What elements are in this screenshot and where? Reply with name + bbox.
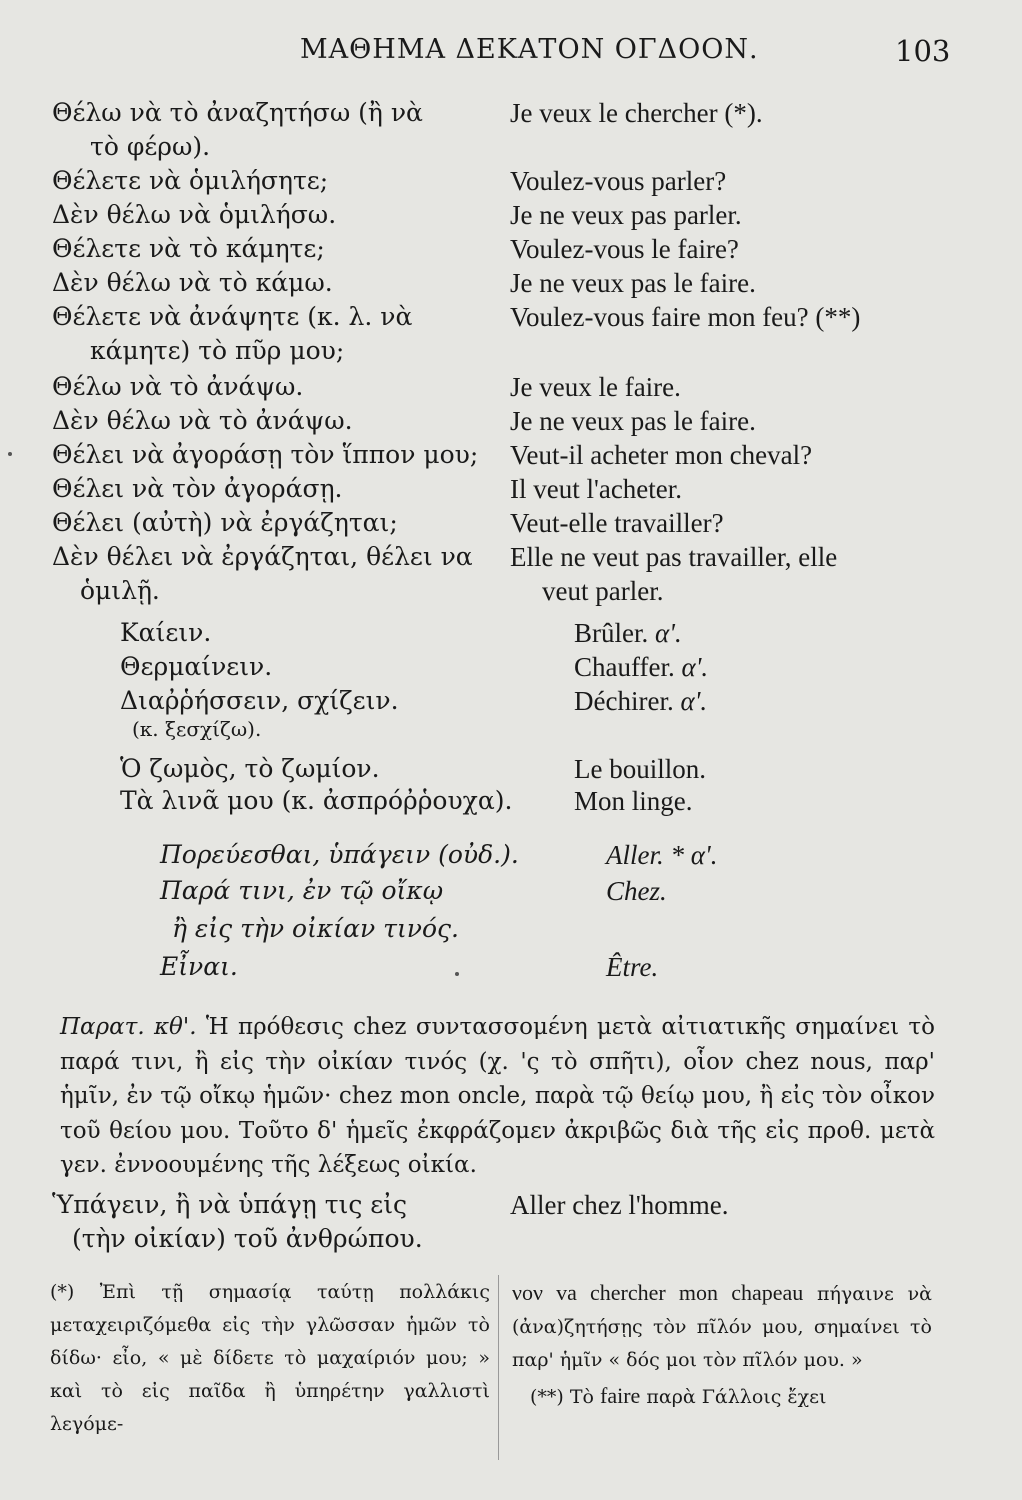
note-label: Παρατ. κθ'. — [60, 1014, 197, 1040]
vocab-french-italic: Être. — [606, 952, 659, 982]
example-greek: Ὑπάγειν, ἢ νὰ ὑπάγῃ τις εἰς (τὴν οἰκίαν) τοῦ ἀνθρώπου. — [52, 1190, 423, 1253]
vocab-greek-italic: Εἶναι. — [160, 952, 238, 981]
french-sentence: Voulez-vous parler? — [510, 166, 727, 196]
greek-sentence: Θέλετε νὰ ὁμιλήσητε; — [52, 166, 329, 195]
greek-sentence: Θέλω νὰ τὸ ἀνάψω. — [52, 372, 304, 401]
vocab-greek: Τὰ λινᾶ μου (κ. ἀσπρόῤῥουχα). — [120, 786, 513, 815]
vocab-greek-italic: Παρά τινι, ἐν τῷ οἴκῳ — [160, 876, 444, 905]
french-sentence: Voulez-vous le faire? — [510, 234, 739, 264]
greek-sentence: Θέλω νὰ τὸ ἀναζητήσω (ἢ νὰ τὸ φέρω). — [52, 98, 423, 161]
vocab-french: Brûler. α'. — [574, 618, 682, 648]
french-sentence: Il veut l'acheter. — [510, 474, 683, 504]
french-sentence: Veut-elle travailler? — [510, 508, 724, 538]
vocab-greek-italic: ἢ εἰς τὴν οἰκίαν τινός. — [172, 914, 459, 943]
greek-sentence: Δὲν θέλω νὰ τὸ κάμω. — [52, 268, 333, 297]
greek-sentence: Δὲν θέλει νὰ ἐργάζηται, θέλει να ὁμιλῇ. — [52, 542, 473, 605]
vocab-greek: Διαῤῥήσσειν, σχίζειν. — [120, 686, 399, 715]
page-number: 103 — [895, 34, 951, 68]
french-sentence: Je ne veux pas parler. — [510, 200, 742, 230]
page-header — [0, 34, 1022, 74]
greek-sentence: Θέλει (αὐτὴ) νὰ ἐργάζηται; — [52, 508, 398, 537]
footnote-continuation: νον va chercher mon chapeau πήγαινε νὰ (ἀνα)ζητήσῃς τὸν πῖλόν μου, σημαίνει τὸ παρ' ἡμῖν « δός μοι τὸν πῖλόν μου. » (**) Τὸ faire παρὰ Γάλλοις ἔχει — [512, 1280, 932, 1408]
vocab-greek: Ὁ ζωμὸς, τὸ ζωμίον. — [120, 754, 380, 783]
vocab-greek-italic: Πορεύεσθαι, ὑπάγειν (οὐδ.). — [160, 840, 519, 869]
vocab-greek: Θερμαίνειν. — [120, 652, 273, 681]
example-french: Aller chez l'homme. — [510, 1190, 729, 1220]
greek-sentence: Δὲν θέλω νὰ ὁμιλήσω. — [52, 200, 337, 229]
lesson-title: ΜΑΘΗΜΑ ΔΕΚΑΤΟΝ ΟΓΔΟΟΝ. — [300, 34, 759, 65]
grammar-note — [60, 1010, 935, 1183]
note-text: Ἡ πρόθεσις chez συντασσομένη μετὰ αἰτιατικῆς σημαίνει τὸ παρά τινι, ἢ εἰς τὴν οἰκίαν τινός (χ. 'ς τὸ σπῆτι), οἷον chez nous, παρ' ἡμῖν, ἐν τῷ οἴκῳ ἡμῶν· chez mon oncle, παρὰ τῷ θείῳ μου, ἢ εἰς τὸν οἶκον τοῦ θείου μου. Τοῦτο δ' ἡμεῖς ἐκφράζομεν ἀκριβῶς διὰ τῆς εἰς προθ. μετὰ γεν. ἐννοουμένης τῆς λέξεως οἰκία. — [60, 1014, 936, 1178]
vocab-french-italic: Aller. * α'. — [606, 840, 718, 870]
vocab-greek-note: (κ. ξεσχίζω). — [132, 717, 262, 741]
vocab-french-italic: Chez. — [606, 876, 667, 906]
french-sentence: Je ne veux pas le faire. — [510, 268, 756, 298]
greek-sentence: Θέλει νὰ ἀγοράσῃ τὸν ἵππον μου; — [52, 440, 479, 469]
vocab-french: Le bouillon. — [574, 754, 706, 784]
french-sentence: Veut-il acheter mon cheval? — [510, 440, 813, 470]
greek-sentence: Θέλετε νὰ ἀνάψητε (κ. λ. νὰ κάμητε) τὸ πῦρ μου; — [52, 302, 413, 365]
footnote-column-divider — [498, 1275, 499, 1460]
french-sentence: Elle ne veut pas travailler, elle veut parler. — [510, 542, 838, 606]
print-speck — [455, 972, 459, 976]
vocab-french: Déchirer. α'. — [574, 686, 708, 716]
vocab-greek: Καίειν. — [120, 618, 212, 647]
french-sentence: Je ne veux pas le faire. — [510, 406, 756, 436]
greek-sentence: Δὲν θέλω νὰ τὸ ἀνάψω. — [52, 406, 353, 435]
french-sentence: Voulez-vous faire mon feu? (**) — [510, 302, 861, 332]
greek-sentence: Θέλετε νὰ τὸ κάμητε; — [52, 234, 325, 263]
vocab-french: Mon linge. — [574, 786, 693, 816]
vocab-french: Chauffer. α'. — [574, 652, 709, 682]
french-sentence: Je veux le chercher (*). — [510, 98, 763, 128]
greek-sentence: Θέλει νὰ τὸν ἀγοράσῃ. — [52, 474, 343, 503]
footnote-1: (*) Ἐπὶ τῇ σημασίᾳ ταύτῃ πολλάκις μεταχειριζόμεθα εἰς τὴν γλῶσσαν ἡμῶν τὸ δίδω· εἶο, « μὲ δίδετε τὸ μαχαίριόν μου; » καὶ τὸ εἰς παῖδα ἢ ὑπηρέτην γαλλιστὶ λεγόμε- — [50, 1281, 490, 1435]
print-speck — [8, 452, 12, 456]
french-sentence: Je veux le faire. — [510, 372, 681, 402]
